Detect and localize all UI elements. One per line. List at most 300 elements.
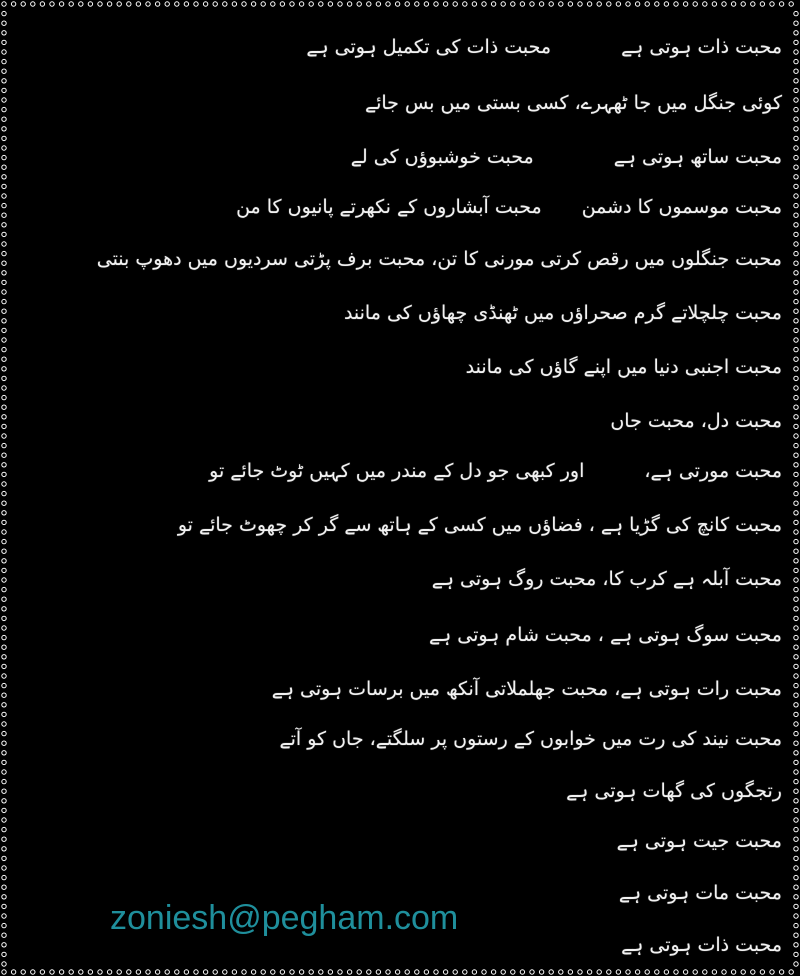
- border-dot: [731, 2, 735, 6]
- border-dot: [794, 751, 798, 755]
- border-dot: [2, 559, 6, 563]
- border-dot: [693, 970, 697, 974]
- border-dot: [2, 597, 6, 601]
- poem-line-9-part-a: محبت مورتی ہے،: [644, 460, 782, 482]
- border-dot: [549, 2, 553, 6]
- border-dot: [2, 165, 6, 169]
- border-dot: [386, 970, 390, 974]
- border-dot: [674, 2, 678, 6]
- border-dot: [2, 117, 6, 121]
- border-dot: [2, 645, 6, 649]
- border-dot: [794, 242, 798, 246]
- poem-line-9-part-b: اور کبھی جو دل کے مندر میں کہیں ٹوٹ جائے تو: [209, 460, 585, 482]
- border-dot: [794, 136, 798, 140]
- border-dot: [794, 21, 798, 25]
- border-dot: [59, 970, 63, 974]
- border-dot: [794, 827, 798, 831]
- border-dot: [2, 443, 6, 447]
- border-dot: [31, 970, 35, 974]
- border-dot: [794, 626, 798, 630]
- border-dot: [2, 875, 6, 879]
- border-dot: [386, 2, 390, 6]
- border-dot: [194, 970, 198, 974]
- border-dot: [568, 970, 572, 974]
- border-dot: [794, 79, 798, 83]
- border-dot: [794, 779, 798, 783]
- border-dot: [2, 731, 6, 735]
- border-dot: [794, 683, 798, 687]
- border-dot: [794, 664, 798, 668]
- border-dot: [2, 827, 6, 831]
- poem-line-12-text: محبت سوگ ہوتی ہے ، محبت شام ہوتی ہے: [428, 624, 782, 646]
- poem-line-3-part-a: محبت ساتھ ہوتی ہے: [613, 146, 782, 168]
- border-dot: [2, 847, 6, 851]
- border-dot: [165, 2, 169, 6]
- border-dot: [794, 472, 798, 476]
- border-dot: [213, 970, 217, 974]
- poem-line-12: [429, 620, 782, 650]
- border-dot: [741, 2, 745, 6]
- border-dot: [184, 2, 188, 6]
- border-dot: [40, 970, 44, 974]
- border-dot: [794, 31, 798, 35]
- border-dot: [794, 607, 798, 611]
- border-dot: [2, 539, 6, 543]
- border-dot: [770, 970, 774, 974]
- border-dot: [794, 338, 798, 342]
- border-dot: [794, 808, 798, 812]
- border-dot: [88, 970, 92, 974]
- border-dot: [794, 770, 798, 774]
- border-dot: [2, 616, 6, 620]
- border-dot: [2, 568, 6, 572]
- border-dot: [794, 847, 798, 851]
- border-dot: [376, 970, 380, 974]
- border-dot: [674, 970, 678, 974]
- border-dot: [794, 895, 798, 899]
- border-dot: [794, 127, 798, 131]
- border-dot: [98, 970, 102, 974]
- border-dot: [655, 2, 659, 6]
- border-dot: [155, 2, 159, 6]
- border-dot: [299, 970, 303, 974]
- border-dot: [794, 962, 798, 966]
- border-dot: [2, 626, 6, 630]
- border-dot: [2, 50, 6, 54]
- border-dot: [794, 261, 798, 265]
- border-dot: [794, 511, 798, 515]
- border-dot: [2, 309, 6, 313]
- poem-line-6-text: محبت چلچلاتے گرم صحراؤں میں ٹھنڈی چھاؤں کی مانند: [343, 302, 782, 324]
- border-dot: [779, 970, 783, 974]
- border-dot: [2, 511, 6, 515]
- border-dot: [2, 376, 6, 380]
- border-dot: [271, 2, 275, 6]
- border-dot: [626, 2, 630, 6]
- border-dot: [693, 2, 697, 6]
- border-dot: [11, 2, 15, 6]
- border-dot: [309, 970, 313, 974]
- border-dot: [271, 970, 275, 974]
- poem-line-2-text: کوئی جنگل میں جا ٹھہرے، کسی بستی میں بس جائے: [364, 92, 782, 114]
- border-dot: [2, 405, 6, 409]
- border-dot: [2, 184, 6, 188]
- border-dot: [40, 2, 44, 6]
- border-dot: [2, 923, 6, 927]
- border-dot: [242, 970, 246, 974]
- border-dot: [491, 970, 495, 974]
- poem-line-7: [466, 352, 782, 382]
- border-dot: [261, 970, 265, 974]
- border-dot: [453, 2, 457, 6]
- border-dot: [597, 970, 601, 974]
- border-dot: [635, 970, 639, 974]
- border-dot: [482, 970, 486, 974]
- border-dot: [794, 405, 798, 409]
- border-dot: [616, 2, 620, 6]
- border-dot: [59, 2, 63, 6]
- border-dot: [635, 2, 639, 6]
- border-dot: [794, 837, 798, 841]
- border-dot: [794, 712, 798, 716]
- border-dot: [794, 319, 798, 323]
- border-dot: [472, 970, 476, 974]
- border-dot: [2, 578, 6, 582]
- poem-line-14-text: محبت نیند کی رت میں خوابوں کے رستوں پر سلگتے، جاں کو آتے: [279, 728, 782, 750]
- border-dot: [794, 146, 798, 150]
- border-dot: [2, 895, 6, 899]
- border-dot: [664, 970, 668, 974]
- border-dot: [794, 69, 798, 73]
- border-dot: [520, 2, 524, 6]
- border-dot: [794, 568, 798, 572]
- border-dot: [2, 520, 6, 524]
- border-dot: [2, 530, 6, 534]
- border-dot: [794, 923, 798, 927]
- border-dot: [794, 155, 798, 159]
- border-dot: [794, 376, 798, 380]
- poem-line-15-text: رتجگوں کی گھات ہوتی ہے: [566, 780, 782, 802]
- border-dot: [290, 2, 294, 6]
- border-dot: [2, 338, 6, 342]
- border-dot: [2, 203, 6, 207]
- border-dot: [794, 59, 798, 63]
- border-dot: [794, 443, 798, 447]
- border-dot: [424, 2, 428, 6]
- poem-line-1-part-a: محبت ذات ہوتی ہے: [621, 36, 782, 58]
- border-dot: [2, 79, 6, 83]
- border-dot: [395, 2, 399, 6]
- border-dot: [794, 875, 798, 879]
- border-dot: [703, 2, 707, 6]
- border-dot: [2, 146, 6, 150]
- poem-line-11-text: محبت آبلہ ہے کرب کا، محبت روگ ہوتی ہے: [431, 568, 782, 590]
- border-dot: [578, 2, 582, 6]
- poem-line-5-text: محبت جنگلوں میں رقص کرتی مورنی کا تن، محبت برف پڑتی سردیوں میں دھوپ بنتی: [96, 248, 782, 270]
- border-dot: [760, 970, 764, 974]
- border-dot: [626, 970, 630, 974]
- border-dot: [251, 970, 255, 974]
- border-dot: [794, 88, 798, 92]
- border-dot: [2, 970, 6, 974]
- border-dot: [2, 856, 6, 860]
- border-dot: [616, 970, 620, 974]
- border-dot: [794, 453, 798, 457]
- border-dot: [2, 491, 6, 495]
- border-dot: [155, 970, 159, 974]
- poem-line-10: [178, 510, 782, 540]
- border-dot: [232, 2, 236, 6]
- border-dot: [299, 2, 303, 6]
- border-dot: [2, 779, 6, 783]
- border-dot: [2, 472, 6, 476]
- border-dot: [2, 40, 6, 44]
- poem-line-1: [306, 32, 782, 62]
- border-dot: [2, 271, 6, 275]
- border-dot: [794, 722, 798, 726]
- border-dot: [511, 2, 515, 6]
- poem-line-9: [209, 456, 782, 486]
- border-dot: [645, 970, 649, 974]
- border-dot: [2, 347, 6, 351]
- border-dot: [2, 88, 6, 92]
- border-dot: [2, 424, 6, 428]
- border-dot: [347, 970, 351, 974]
- border-dot: [280, 970, 284, 974]
- border-dot: [501, 2, 505, 6]
- border-dot: [794, 933, 798, 937]
- border-dot: [175, 970, 179, 974]
- border-dot: [559, 970, 563, 974]
- border-dot: [645, 2, 649, 6]
- border-dot: [136, 2, 140, 6]
- border-dot: [794, 789, 798, 793]
- border-dot: [530, 970, 534, 974]
- poem-line-11: [432, 564, 782, 594]
- border-dot: [443, 970, 447, 974]
- border-dot: [712, 970, 716, 974]
- border-dot: [2, 933, 6, 937]
- border-dot: [520, 970, 524, 974]
- border-dot: [559, 2, 563, 6]
- poem-line-10-text: محبت کانچ کی گڑیا ہے ، فضاؤں میں کسی کے ہاتھ سے گر کر چھوٹ جائے تو: [177, 514, 782, 536]
- border-dot: [2, 703, 6, 707]
- border-dot: [261, 2, 265, 6]
- poem-line-3: [351, 142, 782, 172]
- border-dot: [794, 367, 798, 371]
- border-dot: [2, 799, 6, 803]
- border-dot: [794, 914, 798, 918]
- border-dot: [31, 2, 35, 6]
- border-dot: [69, 970, 73, 974]
- border-dot: [794, 203, 798, 207]
- poem-line-1-part-b: محبت ذات کی تکمیل ہوتی ہے: [306, 36, 552, 58]
- border-dot: [794, 616, 798, 620]
- poem-line-2: [365, 88, 782, 118]
- border-dot: [357, 970, 361, 974]
- border-dot: [655, 970, 659, 974]
- border-dot: [117, 2, 121, 6]
- email-address: zoniesh@pegham.com: [110, 899, 459, 937]
- border-dot: [482, 2, 486, 6]
- border-dot: [539, 2, 543, 6]
- border-dot: [794, 520, 798, 524]
- border-dot: [290, 970, 294, 974]
- border-dot: [2, 59, 6, 63]
- border-dot: [328, 2, 332, 6]
- border-dot: [2, 549, 6, 553]
- border-dot: [98, 2, 102, 6]
- border-dot: [794, 597, 798, 601]
- border-dot: [794, 386, 798, 390]
- border-dot: [539, 970, 543, 974]
- border-dot: [751, 970, 755, 974]
- border-dot: [501, 970, 505, 974]
- border-dot: [2, 914, 6, 918]
- border-dot: [794, 232, 798, 236]
- border-dot: [2, 319, 6, 323]
- border-dot: [794, 578, 798, 582]
- border-dot: [338, 970, 342, 974]
- border-dot: [794, 818, 798, 822]
- border-dot: [2, 818, 6, 822]
- border-dot: [2, 136, 6, 140]
- border-dot: [683, 2, 687, 6]
- border-dot: [578, 970, 582, 974]
- border-dot: [2, 674, 6, 678]
- border-dot: [175, 2, 179, 6]
- border-dot: [2, 635, 6, 639]
- border-dot: [2, 367, 6, 371]
- poem-line-4: [236, 192, 782, 222]
- border-dot: [463, 970, 467, 974]
- poem-line-15: [566, 776, 782, 806]
- border-dot: [146, 2, 150, 6]
- border-dot: [2, 952, 6, 956]
- border-dot: [2, 251, 6, 255]
- border-dot: [223, 970, 227, 974]
- border-dot: [2, 261, 6, 265]
- border-dot: [203, 2, 207, 6]
- border-dot: [2, 69, 6, 73]
- border-dot: [2, 837, 6, 841]
- border-dot: [328, 970, 332, 974]
- border-dot: [107, 970, 111, 974]
- border-dot: [2, 107, 6, 111]
- border-dot: [794, 117, 798, 121]
- border-dot: [79, 970, 83, 974]
- border-dot: [146, 970, 150, 974]
- border-dot: [2, 328, 6, 332]
- border-dot: [165, 970, 169, 974]
- border-dot: [2, 751, 6, 755]
- border-dot: [2, 21, 6, 25]
- border-dot: [587, 2, 591, 6]
- border-dot: [491, 2, 495, 6]
- border-dot: [2, 280, 6, 284]
- border-dot: [50, 970, 54, 974]
- poem-line-4-part-b: محبت آبشاروں کے نکھرتے پانیوں کا من: [236, 196, 542, 218]
- border-dot: [79, 2, 83, 6]
- border-dot: [2, 789, 6, 793]
- border-dot: [434, 970, 438, 974]
- border-dot: [770, 2, 774, 6]
- poem-line-13: [272, 674, 782, 704]
- border-dot: [794, 347, 798, 351]
- border-dot: [2, 386, 6, 390]
- border-dot: [2, 290, 6, 294]
- border-dot: [794, 482, 798, 486]
- border-dot: [794, 674, 798, 678]
- border-dot: [2, 664, 6, 668]
- poem-line-16-text: محبت جیت ہوتی ہے: [616, 830, 782, 852]
- border-dot: [794, 50, 798, 54]
- border-dot: [21, 970, 25, 974]
- border-dot: [367, 2, 371, 6]
- border-dot: [794, 856, 798, 860]
- border-dot: [2, 587, 6, 591]
- border-dot: [2, 607, 6, 611]
- border-dot: [794, 645, 798, 649]
- border-dot: [21, 2, 25, 6]
- border-dot: [2, 242, 6, 246]
- border-dot: [2, 175, 6, 179]
- border-dot: [184, 970, 188, 974]
- border-dot: [2, 683, 6, 687]
- border-dot: [789, 2, 793, 6]
- border-dot: [722, 2, 726, 6]
- border-dot: [251, 2, 255, 6]
- border-dot: [415, 970, 419, 974]
- poem-line-14: [279, 724, 782, 754]
- border-dot: [2, 741, 6, 745]
- poem-line-17-text: محبت مات ہوتی ہے: [618, 882, 782, 904]
- border-dot: [794, 424, 798, 428]
- border-dot: [2, 299, 6, 303]
- border-dot: [779, 2, 783, 6]
- border-dot: [2, 760, 6, 764]
- border-dot: [2, 904, 6, 908]
- border-dot: [405, 970, 409, 974]
- poem-line-7-text: محبت اجنبی دنیا میں اپنے گاؤں کی مانند: [465, 356, 782, 378]
- border-dot: [88, 2, 92, 6]
- poem-line-17: [619, 878, 782, 908]
- border-dot: [213, 2, 217, 6]
- border-dot: [794, 309, 798, 313]
- border-dot: [794, 559, 798, 563]
- border-dot: [2, 808, 6, 812]
- border-dot: [568, 2, 572, 6]
- border-dot: [2, 885, 6, 889]
- poem-line-13-text: محبت رات ہوتی ہے، محبت جھلملاتی آنکھ میں برسات ہوتی ہے: [271, 678, 782, 700]
- border-dot: [794, 194, 798, 198]
- border-dot: [395, 970, 399, 974]
- border-dot: [794, 415, 798, 419]
- border-dot: [424, 970, 428, 974]
- border-dot: [587, 970, 591, 974]
- border-dot: [794, 731, 798, 735]
- border-dot: [2, 98, 6, 102]
- border-dot: [415, 2, 419, 6]
- border-dot: [2, 501, 6, 505]
- border-dot: [107, 2, 111, 6]
- border-dot: [789, 970, 793, 974]
- poem-line-18: [621, 930, 782, 960]
- border-dot: [2, 962, 6, 966]
- border-dot: [794, 107, 798, 111]
- border-dot: [794, 223, 798, 227]
- border-dot: [194, 2, 198, 6]
